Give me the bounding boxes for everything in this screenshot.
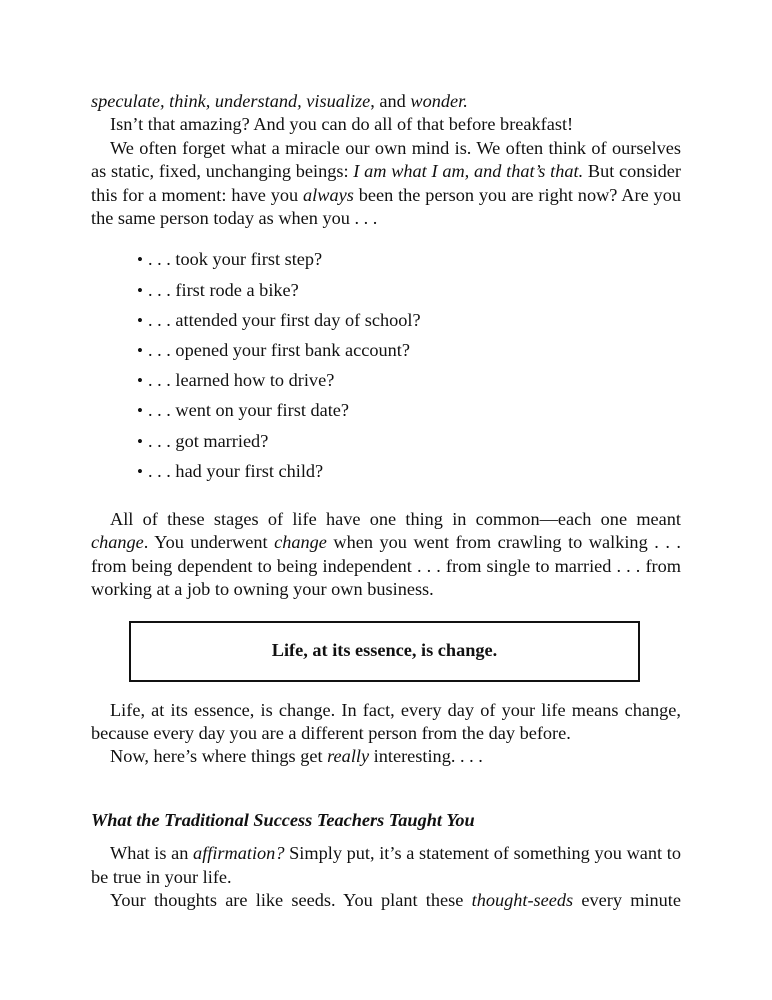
book-page (91, 90, 681, 912)
text-run: Now, here’s where things get (110, 746, 328, 767)
italic-word: change (274, 532, 327, 553)
text-run: All of these stages of life have one thing in common—each one meant (110, 508, 681, 529)
paragraph-stages-of-life (91, 508, 681, 602)
bullet-icon: • (137, 341, 143, 360)
text-run: , and (370, 91, 411, 111)
list-item (91, 399, 681, 429)
bullet-icon: • (137, 280, 143, 300)
list-item-text: . . . first rode a bike? (148, 279, 299, 300)
list-item (91, 309, 681, 339)
bullet-icon: • (137, 401, 143, 421)
italic-word-list: speculate, think, understand, visualize (91, 91, 371, 111)
italic-word: thought-seeds (471, 890, 574, 910)
bullet-icon: • (137, 310, 143, 330)
italic-word: change (91, 532, 144, 553)
list-item (91, 279, 681, 309)
text-run: What is an (110, 843, 194, 864)
bullet-icon: • (137, 250, 143, 270)
paragraph-continuation (91, 90, 681, 113)
text-run: We often forget what a miracle our own mind is. We often think of ourselves as static, fixed, unchanging beings: (91, 137, 681, 182)
list-item-text: . . . learned how to drive? (148, 370, 335, 391)
text-run: been the person you are right now? Are you the same person today as when you . . . (91, 184, 681, 229)
list-item-text: . . . had your first child? (148, 460, 324, 481)
text-run: when you went from crawling to walking . . . from being dependent to being independent . . . from single to married . . . from working at a job to owning your own business. (91, 532, 681, 600)
list-item-text: . . . opened your first bank account? (148, 340, 410, 360)
list-item (91, 369, 681, 399)
section-heading: What the Traditional Success Teachers Taught You (91, 809, 475, 830)
paragraph-miracle-of-mind (91, 137, 681, 231)
paragraph-amazing: Isn’t that amazing? And you can do all of that before breakfast! (110, 114, 574, 135)
italic-word: affirmation? (193, 843, 285, 864)
bullet-icon: • (137, 431, 143, 451)
text-run: every minute (573, 890, 682, 910)
callout-box (129, 621, 640, 682)
paragraph-interesting (91, 745, 681, 768)
list-item (91, 248, 681, 278)
list-item (91, 339, 681, 369)
bullet-list (91, 248, 681, 490)
list-item (91, 460, 681, 490)
bullet-icon: • (137, 371, 143, 391)
italic-word: always (303, 184, 354, 205)
paragraph-affirmation (91, 842, 681, 889)
callout-text: Life, at its essence, is change. (271, 640, 498, 661)
italic-quote: I am what I am, and that’s that. (353, 161, 584, 182)
italic-word: really (327, 746, 370, 767)
bullet-icon: • (137, 461, 143, 481)
list-item-text: . . . went on your first date? (148, 400, 350, 421)
text-run: interesting. . . . (369, 746, 483, 767)
list-item-text: . . . attended your first day of school? (148, 309, 421, 330)
text-run: . You underwent (143, 532, 275, 553)
text-run: Simply put, it’s a statement of something you want to be true in your life. (91, 843, 681, 887)
paragraph-thought-seeds (91, 889, 681, 912)
list-item-text: . . . got married? (148, 430, 269, 451)
callout-container (91, 621, 681, 682)
text-run: Your thoughts are like seeds. You plant these (110, 890, 472, 910)
italic-word: wonder. (410, 91, 468, 111)
text-run: But consider this for a moment: have you (91, 161, 681, 205)
list-item-text: . . . took your first step? (148, 249, 323, 270)
list-item (91, 430, 681, 460)
paragraph-life-is-change: Life, at its essence, is change. In fact, every day of your life means change, because every day you are a different person from the day before. (91, 699, 681, 743)
